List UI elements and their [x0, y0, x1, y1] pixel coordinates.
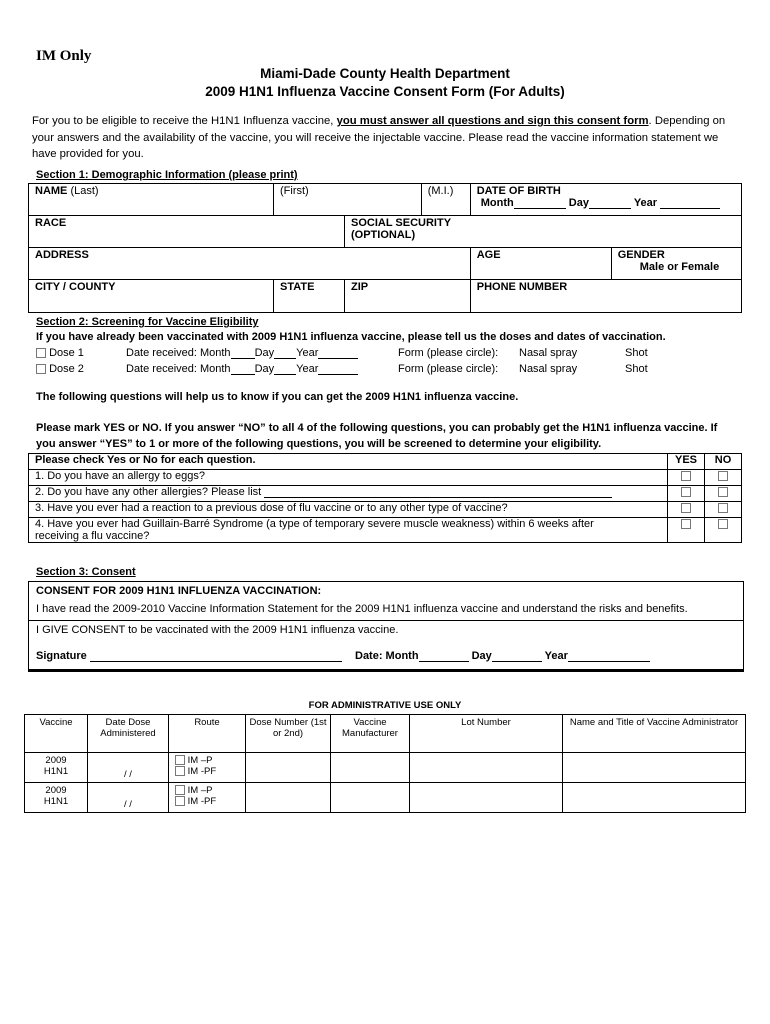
- dose2-row: [36, 363, 84, 375]
- form-title: 2009 H1N1 Influenza Vaccine Consent Form (For Adults): [205, 84, 565, 99]
- table-row: [25, 753, 746, 783]
- instructions-line1: Please mark YES or NO. If you answer “NO” to all 4 of the following questions, you can probably get the H1N1 influenza vaccine. If: [36, 422, 718, 434]
- q1-no-checkbox[interactable]: [718, 471, 728, 481]
- route-imp-checkbox[interactable]: [175, 785, 185, 795]
- administrator-cell[interactable]: [563, 783, 746, 813]
- name-mi-cell[interactable]: [421, 184, 470, 216]
- q2-no-cell: [705, 486, 742, 502]
- dose1-form-label: Form (please circle):: [398, 347, 499, 359]
- dose-number-cell[interactable]: [246, 783, 331, 813]
- col-vaccine: Vaccine: [25, 715, 88, 753]
- ssn-optional-label: (OPTIONAL): [351, 229, 416, 241]
- question-4-cell: [29, 518, 668, 543]
- state-cell[interactable]: [274, 280, 345, 313]
- dob-cell[interactable]: [470, 184, 741, 216]
- name-last-cell[interactable]: [29, 184, 274, 216]
- administrator-cell[interactable]: [563, 753, 746, 783]
- dose2-date: [126, 363, 358, 375]
- q3-yes-checkbox[interactable]: [681, 503, 691, 513]
- route-impf-label: IM -PF: [187, 796, 217, 807]
- signature-field[interactable]: [90, 661, 342, 662]
- address-label: ADDRESS: [35, 249, 89, 261]
- q4-yes-checkbox[interactable]: [681, 519, 691, 529]
- phone-label: PHONE NUMBER: [476, 281, 568, 293]
- name-mi-label: (M.I.): [427, 185, 454, 197]
- section1-heading: Section 1: Demographic Information (please print): [36, 169, 298, 181]
- state-label: STATE: [280, 281, 315, 293]
- consent-date-row: [355, 650, 650, 662]
- route-impf-checkbox[interactable]: [175, 796, 185, 806]
- date-dose-cell[interactable]: / /: [88, 783, 169, 813]
- question-1: 1. Do you have an allergy to eggs?: [29, 470, 668, 486]
- age-label: AGE: [476, 249, 501, 261]
- name-first-label: (First): [280, 185, 309, 197]
- dose1-date: [126, 347, 358, 359]
- gender-label: GENDER: [617, 249, 665, 261]
- dose-number-cell[interactable]: [246, 753, 331, 783]
- dose2-nasal-option[interactable]: Nasal spray: [519, 363, 578, 375]
- q4-no-cell: [705, 518, 742, 543]
- yes-header: YES: [668, 454, 705, 470]
- consent-divider: [29, 620, 743, 621]
- consent-month-field[interactable]: [419, 661, 469, 662]
- col-date-dose: Date Dose Administered: [88, 715, 169, 753]
- dose2-checkbox[interactable]: [36, 364, 46, 374]
- lot-number-cell[interactable]: [410, 783, 563, 813]
- dob-day-label: Day: [568, 197, 589, 209]
- q4-no-checkbox[interactable]: [718, 519, 728, 529]
- dose1-label: Dose 1: [49, 347, 84, 359]
- vaccine-type: H1N1: [43, 766, 69, 777]
- consent-year-field[interactable]: [568, 661, 650, 662]
- dose1-day-label: Day: [254, 347, 275, 359]
- consent-day-label: Day: [471, 650, 492, 662]
- question-2: 2. Do you have any other allergies? Please list: [35, 486, 262, 498]
- route-imp-label: IM –P: [187, 785, 213, 796]
- signature-label: Signature: [36, 650, 87, 662]
- dob-fields: [477, 197, 735, 209]
- name-last-label: (Last): [70, 185, 99, 197]
- vaccine-year: 2009: [45, 755, 67, 766]
- dose2-shot-option[interactable]: Shot: [625, 363, 648, 375]
- race-cell[interactable]: [29, 216, 345, 248]
- q3-yes-cell: [668, 502, 705, 518]
- question-4-cont: receiving a flu vaccine?: [35, 530, 150, 542]
- dob-month-label: Month: [480, 197, 514, 209]
- city-label: CITY / COUNTY: [35, 281, 116, 293]
- manufacturer-cell[interactable]: [331, 783, 410, 813]
- prior-vaccination-question: If you have already been vaccinated with 2009 H1N1 influenza vaccine, please tell us the doses and dates of vaccination.: [36, 331, 666, 343]
- vaccine-year: 2009: [45, 785, 67, 796]
- name-first-cell[interactable]: [274, 184, 422, 216]
- table-row: [25, 783, 746, 813]
- dose1-row: [36, 347, 84, 359]
- dose1-nasal-option[interactable]: Nasal spray: [519, 347, 578, 359]
- consent-date-label: Date: Month: [355, 650, 419, 662]
- vaccine-type: H1N1: [43, 796, 69, 807]
- city-cell[interactable]: [29, 280, 274, 313]
- dose1-date-label: Date received: Month: [126, 347, 231, 359]
- date-dose-cell[interactable]: / /: [88, 753, 169, 783]
- col-dose-number: Dose Number (1st or 2nd): [246, 715, 331, 753]
- consent-box: [28, 581, 744, 672]
- no-header: NO: [705, 454, 742, 470]
- consent-title: CONSENT FOR 2009 H1N1 INFLUENZA VACCINATION:: [36, 585, 322, 597]
- consent-year-label: Year: [544, 650, 568, 662]
- vaccine-cell: [25, 753, 88, 783]
- age-cell[interactable]: [470, 248, 611, 280]
- phone-cell[interactable]: [470, 280, 741, 313]
- demographic-table: [28, 183, 742, 313]
- manufacturer-cell[interactable]: [331, 753, 410, 783]
- help-text: The following questions will help us to know if you can get the 2009 H1N1 influenza vaccine.: [36, 391, 519, 403]
- section2-heading: Section 2: Screening for Vaccine Eligibility: [36, 316, 259, 328]
- col-route: Route: [169, 715, 246, 753]
- dose2-day-label: Day: [254, 363, 275, 375]
- intro-part2: . Depending on your answers and the availability of the vaccine, you will receive the injectable vaccine. Please read the vaccine information statement we have provided for you.: [32, 115, 726, 160]
- admin-heading: FOR ADMINISTRATIVE USE ONLY: [308, 700, 462, 711]
- address-cell[interactable]: [29, 248, 471, 280]
- q2-yes-cell: [668, 486, 705, 502]
- race-label: RACE: [35, 217, 67, 229]
- zip-cell[interactable]: [345, 280, 471, 313]
- q3-no-checkbox[interactable]: [718, 503, 728, 513]
- q3-no-cell: [705, 502, 742, 518]
- allergy-list-field[interactable]: [264, 497, 612, 498]
- q1-yes-checkbox[interactable]: [681, 471, 691, 481]
- col-lot-number: Lot Number: [410, 715, 563, 753]
- route-cell: [169, 783, 246, 813]
- q2-yes-checkbox[interactable]: [681, 487, 691, 497]
- dose1-checkbox[interactable]: [36, 348, 46, 358]
- dose1-shot-option[interactable]: Shot: [625, 347, 648, 359]
- dose2-form-label: Form (please circle):: [398, 363, 499, 375]
- signature-row: [36, 650, 342, 662]
- route-cell: [169, 753, 246, 783]
- consent-day-field[interactable]: [492, 661, 542, 662]
- q2-no-checkbox[interactable]: [718, 487, 728, 497]
- intro-paragraph: [32, 113, 732, 163]
- name-label: NAME: [35, 185, 68, 197]
- ssn-label: SOCIAL SECURITY: [351, 217, 452, 229]
- route-impf-checkbox[interactable]: [175, 766, 185, 776]
- question-4: 4. Have you ever had Guillain-Barré Syndrome (a type of temporary severe muscle weakness) within 6 weeks after: [35, 518, 594, 530]
- admin-table: [24, 714, 746, 813]
- zip-label: ZIP: [351, 281, 369, 293]
- gender-options: Male or Female: [639, 261, 720, 273]
- dob-label: DATE OF BIRTH: [476, 185, 561, 197]
- q1-no-cell: [705, 470, 742, 486]
- route-imp-label: IM –P: [187, 755, 213, 766]
- q4-yes-cell: [668, 518, 705, 543]
- dose1-year-label: Year: [296, 347, 319, 359]
- col-administrator: Name and Title of Vaccine Administrator: [563, 715, 746, 753]
- lot-number-cell[interactable]: [410, 753, 563, 783]
- intro-emphasis: you must answer all questions and sign this consent form: [336, 115, 649, 127]
- dose2-label: Dose 2: [49, 363, 84, 375]
- dob-year-label: Year: [633, 197, 658, 209]
- ssn-cell[interactable]: [345, 216, 742, 248]
- intro-part1: For you to be eligible to receive the H1N1 Influenza vaccine,: [32, 115, 337, 127]
- consent-read-statement: I have read the 2009-2010 Vaccine Information Statement for the 2009 H1N1 influenza vaccine and understand the risks and benefits.: [36, 603, 688, 615]
- question-2-cell: [29, 486, 668, 502]
- consent-give-statement: I GIVE CONSENT to be vaccinated with the 2009 H1N1 influenza vaccine.: [36, 624, 399, 636]
- route-imp-checkbox[interactable]: [175, 755, 185, 765]
- route-impf-label: IM -PF: [187, 766, 217, 777]
- instructions-line2: you answer “YES” to 1 or more of the following questions, you will be screened to determine your eligibility.: [36, 438, 602, 450]
- vaccine-cell: [25, 783, 88, 813]
- eligibility-header: Please check Yes or No for each question.: [29, 454, 668, 470]
- im-only-label: IM Only: [36, 48, 92, 64]
- question-3: 3. Have you ever had a reaction to a previous dose of flu vaccine or to any other type of vaccine?: [29, 502, 668, 518]
- eligibility-table: [28, 453, 742, 543]
- col-manufacturer: Vaccine Manufacturer: [331, 715, 410, 753]
- dose2-date-label: Date received: Month: [126, 363, 231, 375]
- section3-heading: Section 3: Consent: [36, 566, 136, 578]
- dose2-year-label: Year: [296, 363, 319, 375]
- q1-yes-cell: [668, 470, 705, 486]
- gender-cell[interactable]: [611, 248, 741, 280]
- department-title: Miami-Dade County Health Department: [260, 66, 510, 81]
